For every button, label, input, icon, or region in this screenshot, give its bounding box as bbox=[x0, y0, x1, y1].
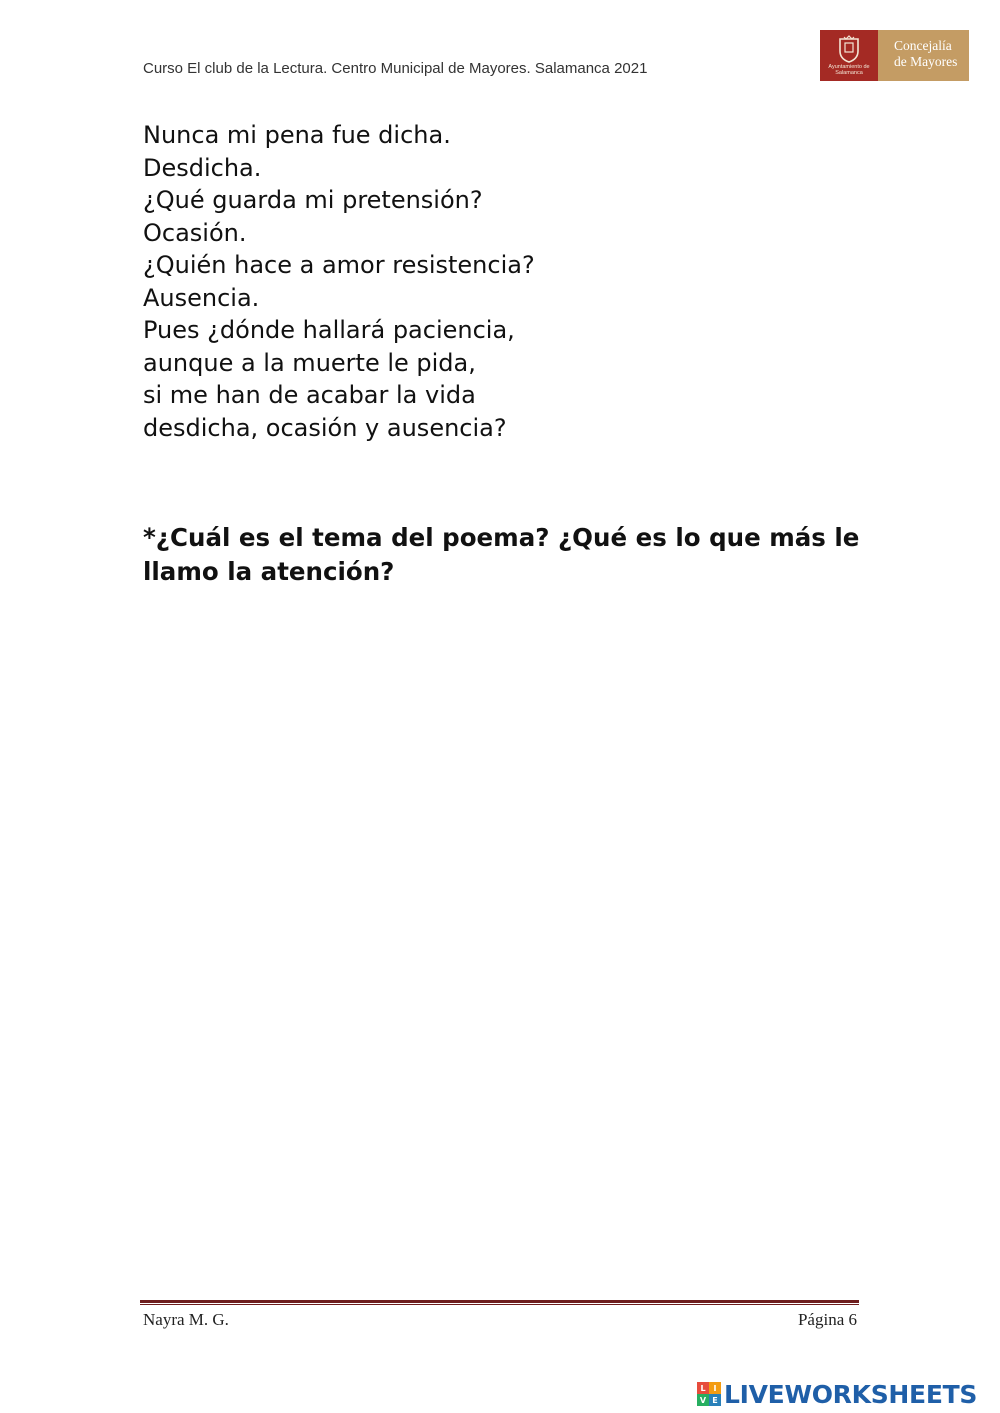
poem-line: Pues ¿dónde hallará paciencia, bbox=[143, 316, 515, 344]
poem-line: Ausencia. bbox=[143, 283, 260, 312]
liveworksheets-watermark bbox=[697, 1378, 977, 1410]
logo-tile: E bbox=[709, 1394, 721, 1406]
liveworksheets-text: LIVEWORKSHEETS bbox=[724, 1379, 978, 1409]
footer-author: Nayra M. G. bbox=[143, 1310, 229, 1329]
page-header-text: Curso El club de la Lectura. Centro Municipal de Mayores. Salamanca 2021 bbox=[143, 60, 648, 77]
poem-block bbox=[143, 119, 863, 444]
poem-line: Desdicha. bbox=[143, 153, 262, 182]
poem-line: desdicha, ocasión y ausencia? bbox=[143, 413, 507, 442]
poem-line: Nunca mi pena fue dicha. bbox=[143, 121, 451, 149]
footer-divider bbox=[140, 1300, 859, 1305]
poem-line: Ocasión. bbox=[143, 218, 247, 247]
logo-crest-panel bbox=[820, 30, 878, 81]
poem-line: ¿Qué guarda mi pretensión? bbox=[143, 186, 483, 214]
logo-right-line1: Concejalía bbox=[894, 38, 952, 53]
logo-tile: I bbox=[709, 1382, 721, 1394]
poem-line: ¿Quién hace a amor resistencia? bbox=[143, 251, 535, 279]
concejalia-logo bbox=[820, 30, 969, 81]
logo-tile: V bbox=[697, 1394, 709, 1406]
footer-page-number: Página 6 bbox=[797, 1310, 857, 1329]
poem-line: aunque a la muerte le pida, bbox=[143, 348, 476, 377]
logo-right-line2: de Mayores bbox=[894, 54, 958, 69]
logo-tile: L bbox=[697, 1382, 709, 1394]
logo-left-text: Ayuntamiento de Salamanca bbox=[828, 64, 870, 76]
poem-line: si me han de acabar la vida bbox=[143, 381, 476, 409]
logo-text-panel bbox=[878, 30, 969, 81]
coat-of-arms-icon bbox=[836, 35, 862, 63]
liveworksheets-logo-icon bbox=[697, 1382, 721, 1406]
question-prompt: *¿Cuál es el tema del poema? ¿Qué es lo que más le llamo la atención? bbox=[143, 523, 860, 586]
